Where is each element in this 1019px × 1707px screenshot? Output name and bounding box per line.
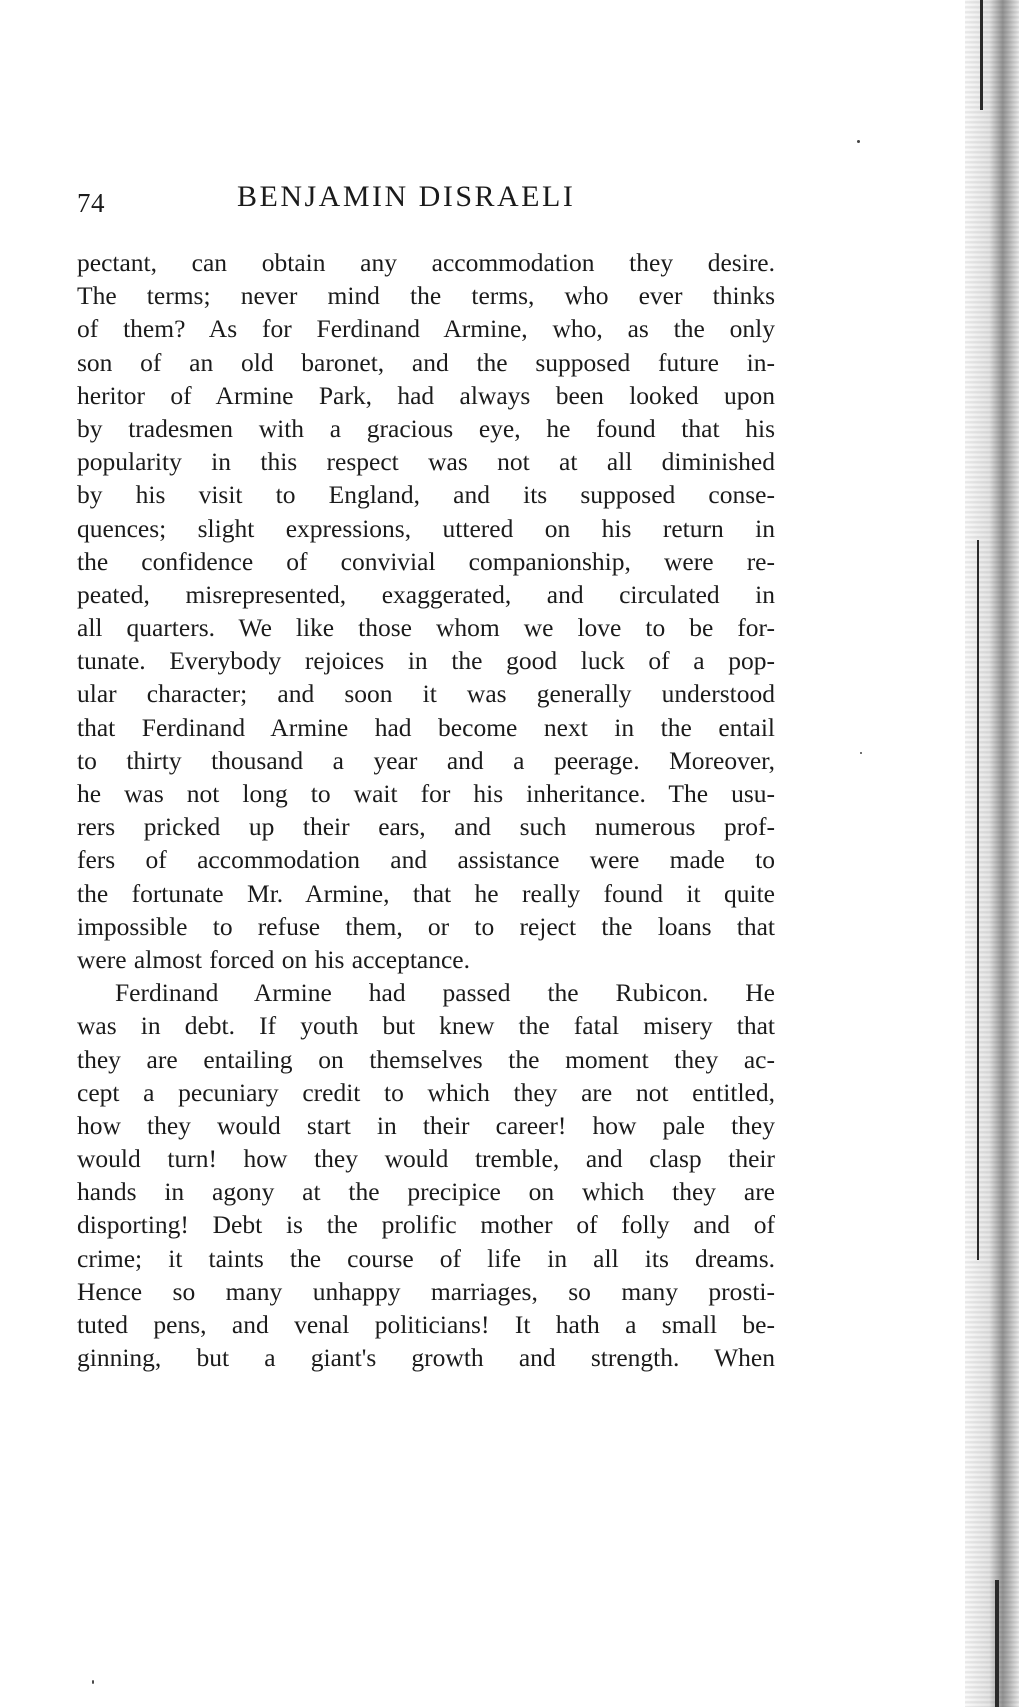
text-line: popularity in this respect was not at all diminished bbox=[77, 447, 775, 477]
text-line: son of an old baronet, and the supposed future in- bbox=[77, 347, 775, 377]
running-title: BENJAMIN DISRAELI bbox=[237, 180, 576, 213]
text-line: that Ferdinand Armine had become next in the entail bbox=[77, 712, 775, 742]
text-line: by tradesmen with a gracious eye, he found that his bbox=[77, 413, 775, 443]
text-line: to thirty thousand a year and a peerage. Moreover, bbox=[77, 745, 775, 775]
page-number: 74 bbox=[77, 188, 105, 218]
scan-page-edge bbox=[965, 0, 1019, 1707]
scan-edge-line bbox=[977, 540, 979, 1260]
paragraph-end-line: were almost forced on his acceptance. bbox=[77, 944, 470, 974]
text-line: fers of accommodation and assistance were made to bbox=[77, 845, 775, 875]
text-line: The terms; never mind the terms, who ever thinks bbox=[77, 281, 775, 311]
text-line: disporting! Debt is the prolific mother of folly and of bbox=[77, 1210, 775, 1240]
text-line: he was not long to wait for his inheritance. The usu- bbox=[77, 779, 775, 808]
text-line: peated, misrepresented, exaggerated, and circulated in bbox=[77, 579, 775, 609]
text-line: heritor of Armine Park, had always been looked upon bbox=[77, 380, 775, 410]
paragraph-start-line: Ferdinand Armine had passed the Rubicon. He bbox=[115, 978, 775, 1008]
text-line: quences; slight expressions, uttered on his return in bbox=[77, 513, 775, 543]
text-line: was in debt. If youth but knew the fatal misery that bbox=[77, 1011, 775, 1041]
text-line: crime; it taints the course of life in all its dreams. bbox=[77, 1243, 775, 1273]
body-text bbox=[77, 246, 775, 1374]
text-line: rers pricked up their ears, and such numerous prof- bbox=[77, 812, 775, 842]
running-head bbox=[77, 180, 777, 224]
text-line: ular character; and soon it was generally understood bbox=[77, 679, 775, 709]
scan-edge-line bbox=[995, 1580, 999, 1707]
text-line: the confidence of convivial companionship, were re- bbox=[77, 546, 775, 576]
text-line: all quarters. We like those whom we love to be for- bbox=[77, 613, 775, 643]
text-line: the fortunate Mr. Armine, that he really found it quite bbox=[77, 878, 775, 908]
text-line: impossible to refuse them, or to reject the loans that bbox=[77, 911, 775, 941]
text-line: tunate. Everybody rejoices in the good luck of a pop- bbox=[77, 646, 775, 676]
text-line: Hence so many unhappy marriages, so many prosti- bbox=[77, 1276, 775, 1306]
text-line: they are entailing on themselves the moment they ac- bbox=[77, 1044, 775, 1074]
text-line: by his visit to England, and its supposed conse- bbox=[77, 480, 775, 510]
scan-speck bbox=[92, 1680, 94, 1684]
scan-speck bbox=[857, 140, 860, 143]
text-line: cept a pecuniary credit to which they are not entitled, bbox=[77, 1077, 775, 1107]
text-line: how they would start in their career! how pale they bbox=[77, 1110, 775, 1140]
text-line: tuted pens, and venal politicians! It hath a small be- bbox=[77, 1310, 775, 1339]
text-line: of them? As for Ferdinand Armine, who, as the only bbox=[77, 314, 775, 344]
scan-edge-line bbox=[980, 0, 983, 110]
scan-speck bbox=[860, 752, 862, 754]
text-line: hands in agony at the precipice on which they are bbox=[77, 1177, 775, 1207]
text-line: ginning, but a giant's growth and strength. When bbox=[77, 1343, 775, 1373]
text-line: pectant, can obtain any accommodation they desire. bbox=[77, 248, 775, 277]
text-line: would turn! how they would tremble, and clasp their bbox=[77, 1144, 775, 1174]
